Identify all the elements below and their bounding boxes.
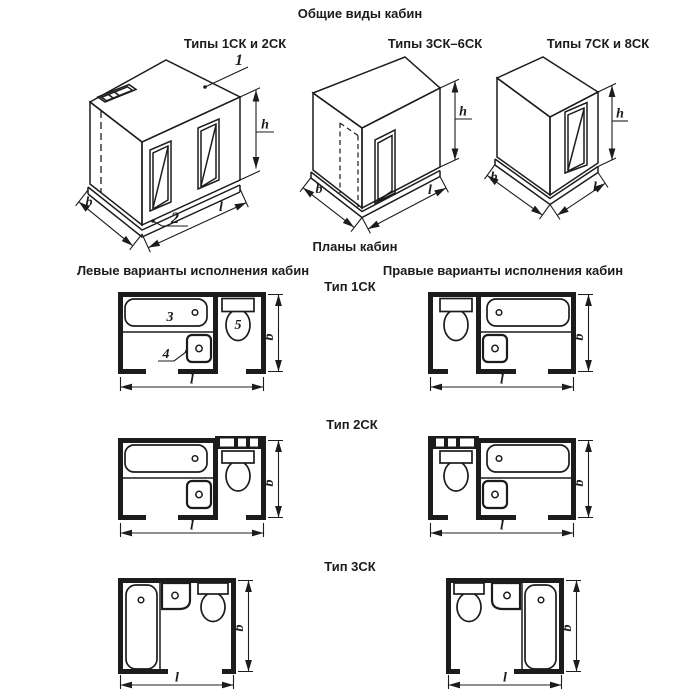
dim-b-label: b <box>490 170 498 185</box>
bathtub-shape <box>126 585 157 669</box>
length-dimension <box>121 373 264 392</box>
washbasin-shape <box>162 583 190 609</box>
hidden-door-outline <box>340 123 358 207</box>
toilet-shape <box>222 451 254 491</box>
dim-b-label: b <box>560 624 575 632</box>
callout-4-leader <box>158 347 188 362</box>
vent-block <box>215 436 266 449</box>
callout-4: 4 <box>162 347 170 362</box>
plan-type-3sk-left <box>116 574 266 696</box>
door-opening-right <box>198 119 219 189</box>
cabin-plan-walls <box>118 436 266 520</box>
dim-b-label: b <box>85 195 93 210</box>
height-dimension <box>598 83 628 166</box>
length-dimension <box>431 373 574 392</box>
cabin-plan-walls <box>118 292 266 374</box>
iso-label-types-3sk-6sk: Типы 3СК–6СК <box>387 36 483 51</box>
dim-b-label: b <box>262 333 277 341</box>
plan-type-1sk-left <box>116 288 288 394</box>
cabin-body <box>313 57 440 208</box>
plan-type-2sk-left <box>116 434 288 540</box>
length-dimension <box>121 519 264 538</box>
right-variants-heading: Правые варианты исполнения кабин <box>382 263 624 278</box>
iso-label-types-7sk-8sk: Типы 7СК и 8СК <box>546 36 650 51</box>
figure-title: Общие виды кабин <box>297 6 423 21</box>
dim-l-label: l <box>500 372 504 388</box>
iso-view-types-1sk-2sk <box>58 53 280 253</box>
dim-h-label: h <box>616 106 624 122</box>
callout-5: 5 <box>234 318 242 333</box>
dim-b-label: b <box>262 479 277 487</box>
callout-2: 2 <box>171 210 179 227</box>
washbasin-shape <box>187 335 211 362</box>
bathtub-shape <box>123 445 213 478</box>
dim-b-label: b <box>572 333 587 341</box>
plan-type-3sk-right <box>444 574 594 696</box>
callout-1-leader <box>203 52 248 89</box>
base-plinth <box>85 185 240 237</box>
dim-l-label: l <box>428 183 432 198</box>
plan-label-type-3sk: Тип 3СК <box>324 559 376 574</box>
dim-l-label: l <box>500 518 504 534</box>
toilet-shape <box>198 583 228 622</box>
cabin-plan-walls <box>118 578 236 674</box>
cabin-body <box>497 57 598 195</box>
plan-label-type-2sk: Тип 2СК <box>326 417 378 432</box>
dim-l-label: l <box>190 518 194 534</box>
dim-l-label: l <box>190 372 194 388</box>
iso-view-types-3sk-6sk <box>283 50 478 238</box>
height-dimension <box>240 88 274 180</box>
length-dimension <box>142 189 248 252</box>
dim-b-label: b <box>572 479 587 487</box>
length-dimension <box>431 519 574 538</box>
dim-l-label: l <box>175 670 179 686</box>
dim-b-label: b <box>315 182 323 197</box>
door-opening <box>565 103 587 174</box>
dim-b-label: b <box>232 624 247 632</box>
callout-1: 1 <box>235 52 243 69</box>
cabin-body <box>90 60 240 225</box>
callout-3: 3 <box>166 310 174 325</box>
dim-l-label: l <box>503 670 507 686</box>
washbasin-shape <box>187 481 211 508</box>
dim-h-label: h <box>261 117 269 133</box>
plan-type-1sk-right <box>426 288 598 394</box>
left-variants-heading: Левые варианты исполнения кабин <box>76 263 310 278</box>
plans-heading: Планы кабин <box>312 239 398 254</box>
dim-h-label: h <box>459 104 467 120</box>
door-opening-left <box>150 141 171 211</box>
dim-l-label: l <box>593 180 597 195</box>
plan-label-type-1sk: Тип 1СК <box>324 279 376 294</box>
plan-type-2sk-right <box>426 434 598 540</box>
dim-l-label: l <box>219 200 223 215</box>
iso-view-types-7sk-8sk <box>467 48 635 228</box>
iso-label-types-1sk-2sk: Типы 1СК и 2СК <box>183 36 287 51</box>
